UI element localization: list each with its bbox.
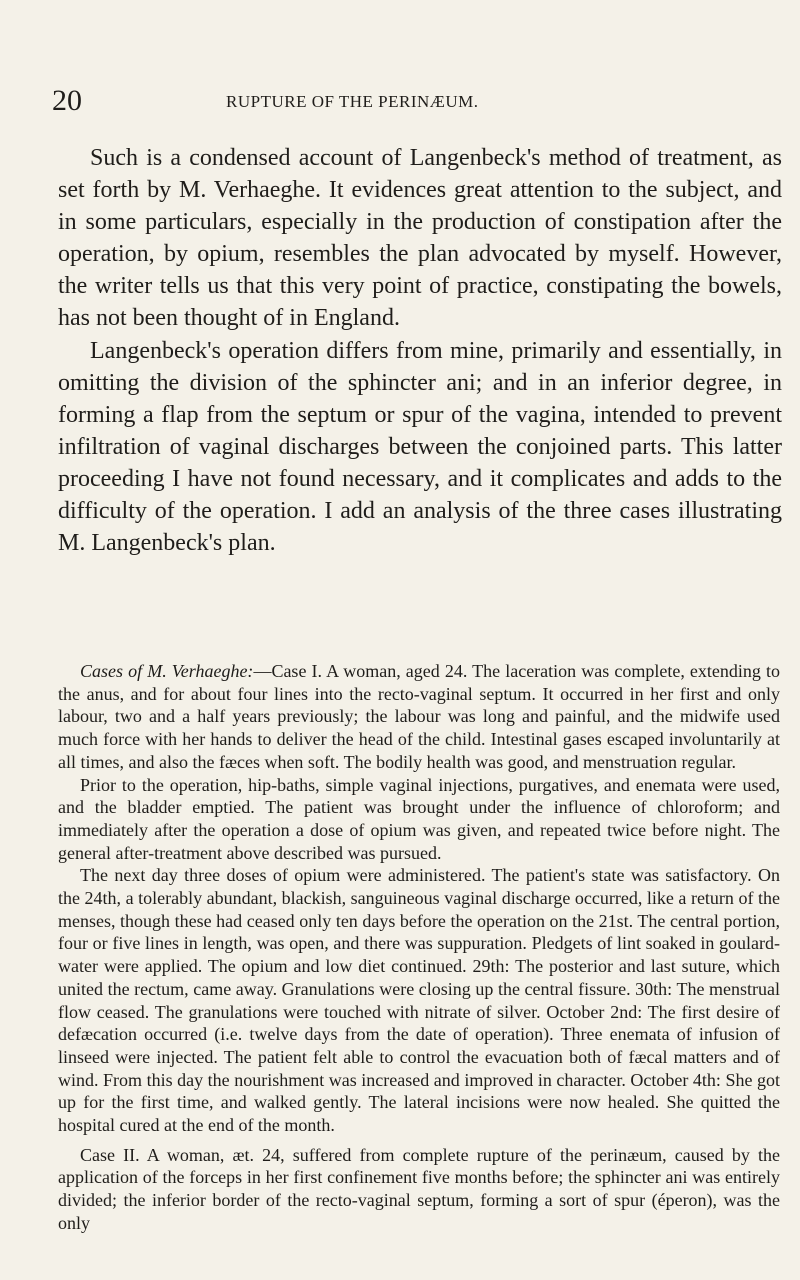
main-body-text: [58, 142, 782, 559]
case-1-paragraph-2: Prior to the operation, hip-baths, simple vaginal injections, purgatives, and enemata were used, and the bladder emptied. The patient was brought under the influence of chloroform; and immediately after the operation a dose of opium was given, and repeated twice before night. The general after-treatment above described was pursued.: [58, 774, 780, 863]
page-number: 20: [52, 84, 82, 117]
body-paragraph-2: Langenbeck's operation differs from mine, primarily and essentially, in omitting the division of the sphincter ani; and in an inferior degree, in forming a flap from the septum or spur of the vagina, intended to prevent infiltration of vaginal discharges between the conjoined parts. This latter proceeding I have not found necessary, and it complicates and adds to the difficulty of the operation. I add an analysis of the three cases illustrating M. Langenbeck's plan.: [58, 337, 782, 557]
case-section-title: Cases of M. Verhaeghe:: [80, 661, 254, 681]
page-header: [52, 84, 776, 118]
case-1-paragraph: [58, 660, 780, 774]
case-1-paragraph-3: The next day three doses of opium were administered. The patient's state was satisfactory. On the 24th, a tolerably abundant, blackish, sanguineous vaginal discharge occurred, like a return of the menses, though these had ceased only ten days before the operation on the 21st. The central portion, four or five lines in length, was open, and there was suppuration. Pledgets of lint soaked in goulard-water were applied. The opium and low diet continued. 29th: The posterior and last suture, which united the rectum, came away. Granulations were closing up the central fissure. 30th: The menstrual flow ceased. The granulations were touched with nitrate of silver. October 2nd: The first desire of defæcation occurred (i.e. twelve days from the date of operation). Three enemata of infusion of linseed were injected. The patient felt able to control the evacuation both of fæcal matters and of wind. From this day the nourishment was increased and improved in character. October 4th: She got up for the first time, and walked gently. The lateral incisions were now healed. She quitted the hospital cured at the end of the month.: [58, 865, 780, 1136]
case-notes: [58, 660, 780, 1235]
case-2-paragraph: Case II. A woman, æt. 24, suffered from complete rupture of the perinæum, caused by the application of the forceps in her first confinement five months before; the sphincter ani was entirely divided; the inferior border of the recto-vaginal septum, forming a sort of spur (éperon), was the only: [58, 1144, 780, 1233]
body-paragraph-1: Such is a condensed account of Langenbeck's method of treatment, as set forth by M. Verhaeghe. It evidences great attention to the subject, and in some particulars, especially in the production of constipation after the operation, by opium, resembles the plan advocated by myself. However, the writer tells us that this very point of practice, constipating the bowels, has not been thought of in England.: [58, 145, 782, 332]
running-title: RUPTURE OF THE PERINÆUM.: [226, 92, 479, 111]
case-1-text: —Case I. A woman, aged 24. The laceration was complete, extending to the anus, and for about four lines into the recto-vaginal septum. It occurred in her first and only labour, two and a half years previously; the labour was long and painful, and the midwife used much force with her hands to deliver the head of the child. Intestinal gases escaped involuntarily at all times, and also the fæces when soft. The bodily health was good, and menstruation regular.: [58, 661, 780, 772]
